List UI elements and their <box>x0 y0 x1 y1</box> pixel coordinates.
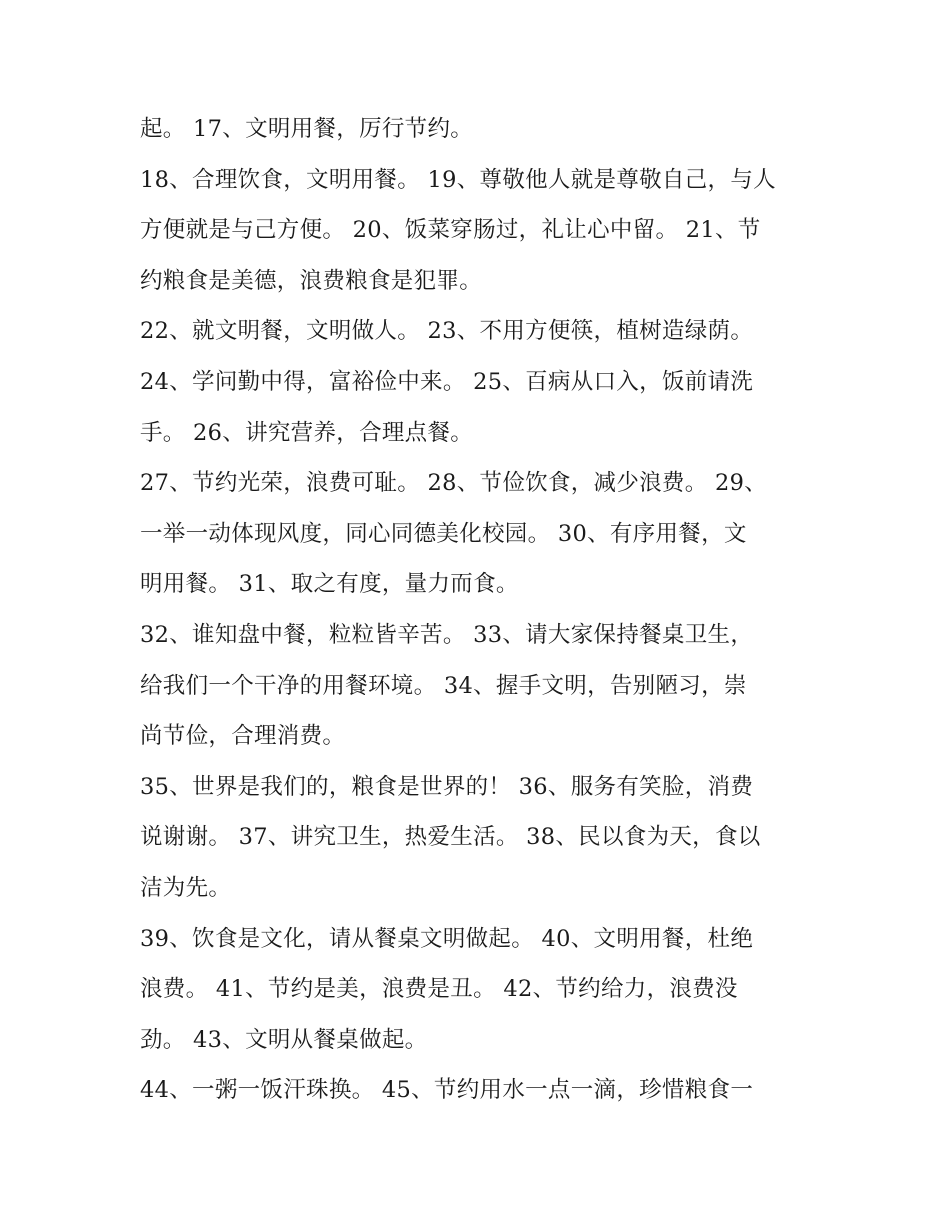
text-line: 一举一动体现风度，同心同德美化校园。 30、有序用餐，文 <box>140 520 747 547</box>
text-line: 劲。 43、文明从餐桌做起。 <box>140 1026 428 1053</box>
text-line: 起。 17、文明用餐，厉行节约。 <box>140 116 474 142</box>
text-line: 明用餐。 31、取之有度，量力而食。 <box>140 571 519 598</box>
text-line: 方便就是与己方便。 20、饭菜穿肠过，礼让心中留。 21、节 <box>140 217 761 244</box>
text-line: 18、合理饮食，文明用餐。 19、尊敬他人就是尊敬自己，与人 <box>140 166 776 193</box>
text-line: 24、学问勤中得，富裕俭中来。 25、百病从口入，饭前请洗 <box>140 368 754 395</box>
text-line: 给我们一个干净的用餐环境。 34、握手文明，告别陋习，崇 <box>140 672 747 699</box>
text-line: 39、饮食是文化，请从餐桌文明做起。 40、文明用餐，杜绝 <box>140 925 754 952</box>
text-line: 22、就文明餐，文明做人。 23、不用方便筷，植树造绿荫。 <box>140 318 754 345</box>
text-line: 浪费。 41、节约是美，浪费是丑。 42、节约给力，浪费没 <box>140 976 738 1003</box>
text-line: 约粮食是美德，浪费粮食是犯罪。 <box>140 267 483 294</box>
text-line: 27、节约光荣，浪费可耻。 28、节俭饮食，减少浪费。 29、 <box>140 470 767 497</box>
text-line: 35、世界是我们的，粮食是世界的！ 36、服务有笑脸，消费 <box>140 773 754 800</box>
text-line: 洁为先。 <box>140 874 232 901</box>
text-line: 尚节俭，合理消费。 <box>140 723 346 750</box>
text-line: 32、谁知盘中餐，粒粒皆辛苦。 33、请大家保持餐桌卫生， <box>140 621 754 648</box>
text-line: 44、一粥一饭汗珠换。 45、节约用水一点一滴，珍惜粮食一 <box>140 1077 754 1104</box>
document-text-block <box>140 104 840 1116</box>
text-line: 手。 26、讲究营养，合理点餐。 <box>140 419 474 446</box>
text-line: 说谢谢。 37、讲究卫生，热爱生活。 38、民以食为天，食以 <box>140 824 761 851</box>
